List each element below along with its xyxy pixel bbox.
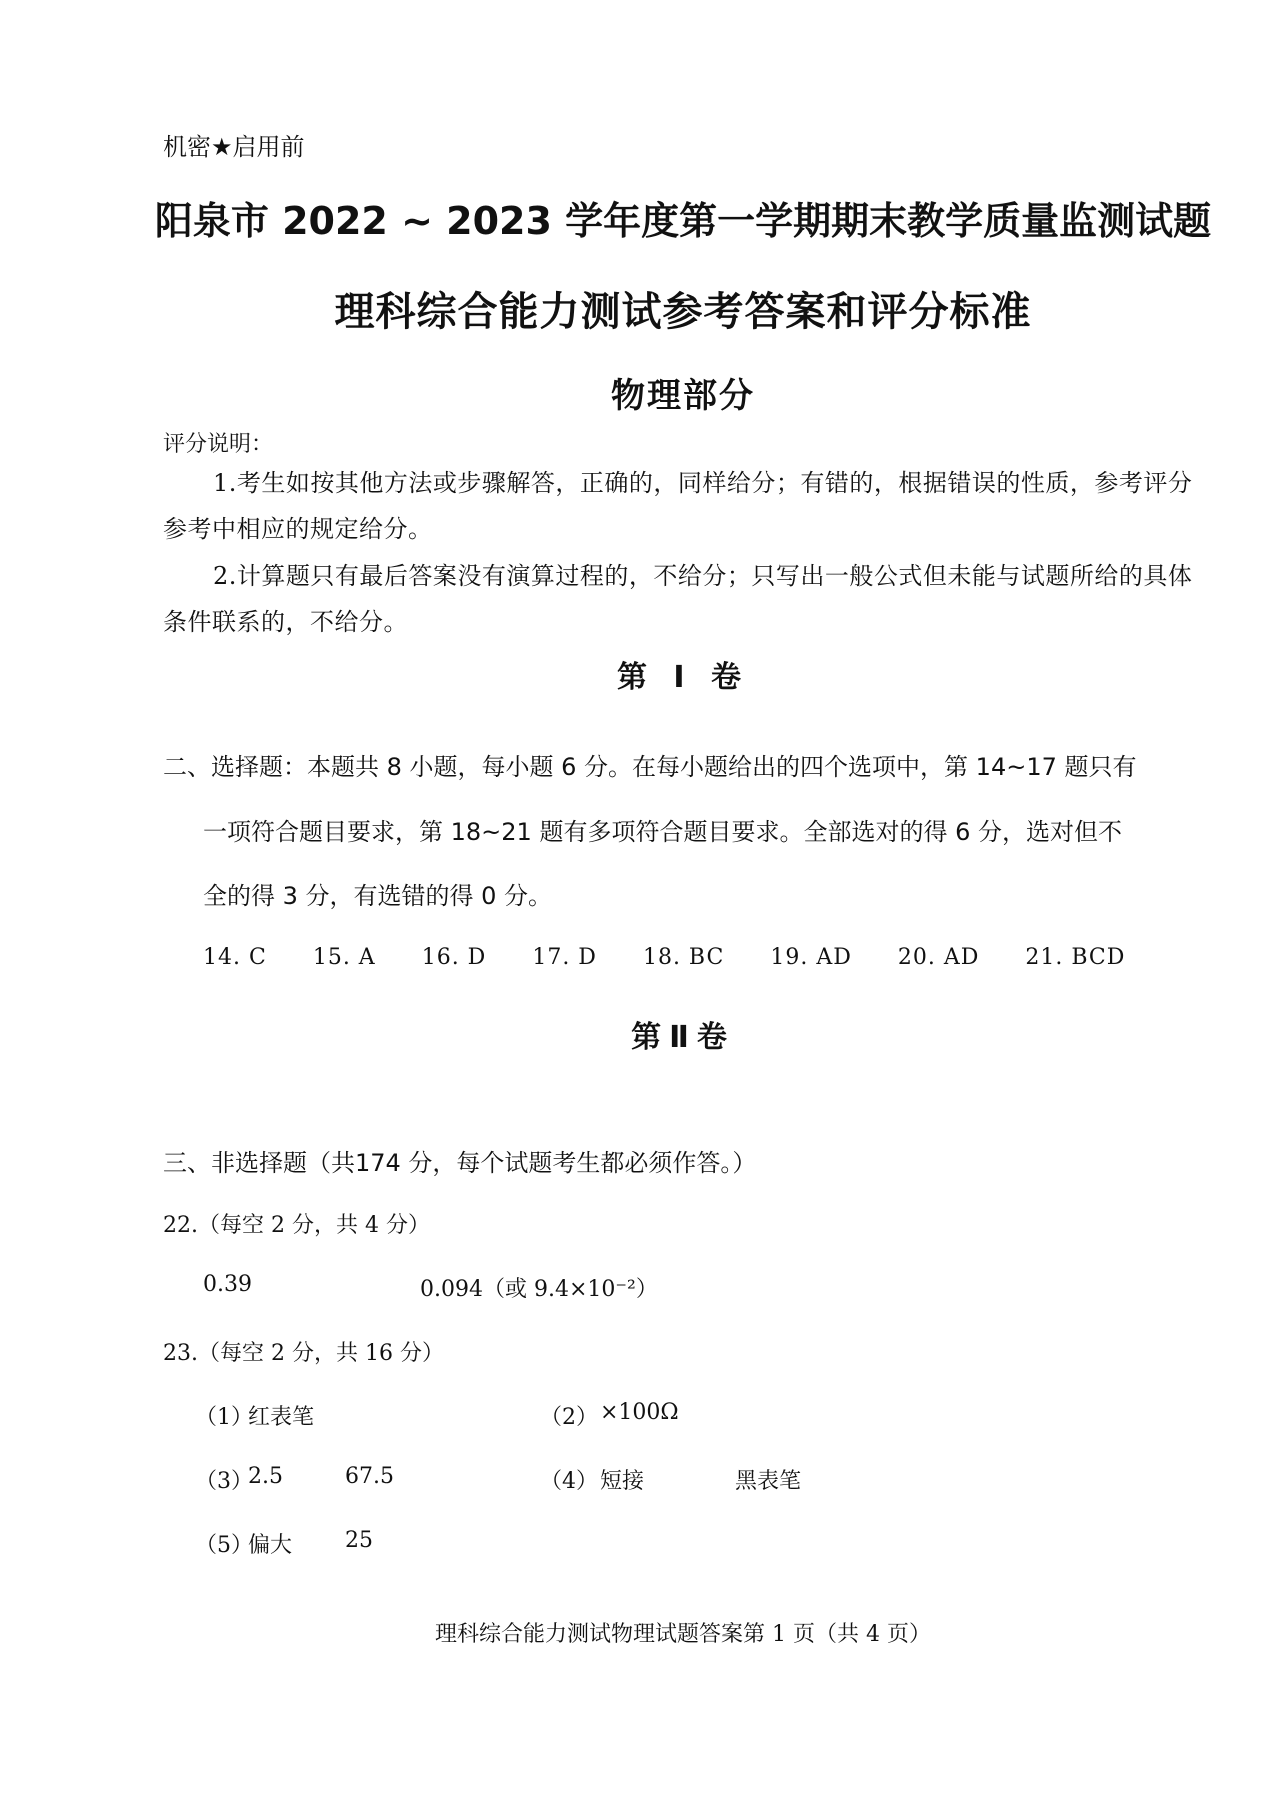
q23-heading: 23.（每空 2 分，共 16 分） (163, 1341, 444, 1366)
mc-answer: 18. BC (642, 945, 725, 970)
q23-item-label: （3） (195, 1469, 253, 1494)
q22-heading: 22.（每空 2 分，共 4 分） (163, 1213, 430, 1238)
mc-answer: 19. AD (770, 945, 852, 970)
mc-answer: 16. D (421, 945, 487, 970)
mc-instruction-line-1: 二、选择题：本题共 8 小题，每小题 6 分。在每小题给出的四个选项中，第 14~17 题只有 (163, 753, 1137, 781)
q23-item-value: 偏大 (248, 1533, 293, 1558)
volume-1-title: 第 Ⅰ 卷 (616, 660, 750, 695)
mc-answer: 21. BCD (1025, 945, 1126, 970)
q23-item-value-2: 67.5 (345, 1464, 394, 1489)
mc-instruction-line-2: 一项符合题目要求，第 18~21 题有多项符合题目要求。全部选对的得 6 分，选对但不 (203, 818, 1122, 846)
mc-answers (203, 945, 1163, 970)
q23-item-value-2: 黑表笔 (735, 1469, 802, 1494)
q23-item-value: 2.5 (248, 1464, 283, 1489)
grading-item-1: 1.考生如按其他方法或步骤解答，正确的，同样给分；有错的，根据错误的性质，参考评分参考中相应的规定给分。 (163, 469, 1193, 543)
mc-instruction-line-3: 全的得 3 分，有选错的得 0 分。 (203, 882, 553, 910)
q22-answer-2: 0.094（或 9.4×10⁻²） (420, 1277, 658, 1302)
subject-heading: 物理部分 (611, 376, 755, 416)
confidential-label: 机密★启用前 (163, 133, 305, 161)
q23-item-value: 短接 (600, 1469, 645, 1494)
non-choice-section-title: 三、非选择题（共174 分，每个试题考生都必须作答。） (163, 1149, 757, 1177)
q22-answer-1: 0.39 (203, 1272, 252, 1297)
q23-item-value-2: 25 (345, 1528, 373, 1553)
mc-answer: 20. AD (897, 945, 980, 970)
q23-item-label: （2） (540, 1405, 598, 1430)
page-footer: 理科综合能力测试物理试题答案第 1 页（共 4 页） (435, 1622, 931, 1647)
q23-item-value: ×100Ω (600, 1400, 679, 1425)
volume-2-title: 第Ⅱ卷 (631, 1020, 735, 1055)
q23-item-label: （5） (195, 1533, 253, 1558)
q23-item-label: （4） (540, 1469, 598, 1494)
mc-answer: 17. D (532, 945, 597, 970)
mc-answer: 15. A (312, 945, 376, 970)
mc-answer: 14. C (203, 945, 267, 970)
q23-item-label: （1） (195, 1405, 253, 1430)
q23-item-value: 红表笔 (248, 1405, 315, 1430)
grading-item-2: 2.计算题只有最后答案没有演算过程的，不给分；只写出一般公式但未能与试题所给的具体条件联系的，不给分。 (163, 562, 1193, 636)
exam-title: 阳泉市 2022 ~ 2023 学年度第一学期期末教学质量监测试题 (154, 199, 1212, 243)
exam-subtitle: 理科综合能力测试参考答案和评分标准 (334, 289, 1032, 335)
grading-heading: 评分说明： (163, 432, 274, 457)
